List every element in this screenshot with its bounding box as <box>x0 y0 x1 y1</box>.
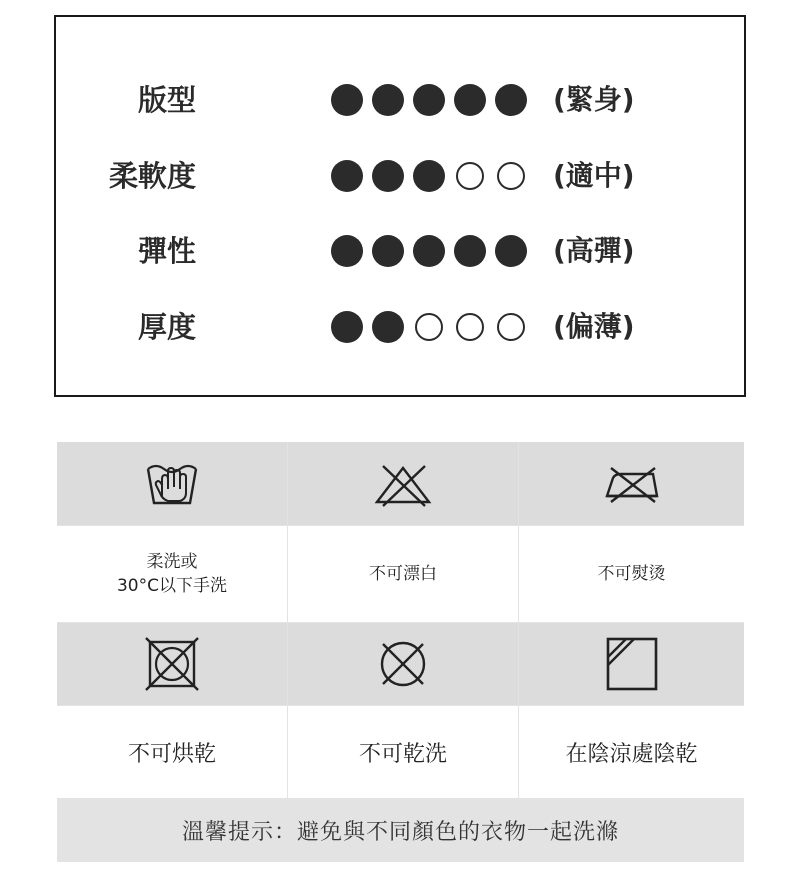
attribute-row-thickness <box>56 307 744 347</box>
rating-dot-empty-icon <box>415 313 443 341</box>
no-iron-icon <box>601 462 663 506</box>
fabric-attribute-panel <box>54 15 746 397</box>
attribute-level-text: (高彈) <box>553 234 635 267</box>
care-label-cell <box>519 706 744 798</box>
care-label: 不可乾洗 <box>358 741 447 767</box>
care-label-cell <box>519 526 744 622</box>
rating-dot-filled-icon <box>372 160 404 192</box>
rating-dot-filled-icon <box>372 84 404 116</box>
no-tumble-dry-icon <box>142 634 202 694</box>
rating-dot-filled-icon <box>454 84 486 116</box>
attribute-level-text: (緊身) <box>553 83 635 116</box>
care-label-cell <box>288 706 518 798</box>
rating-dot-empty-icon <box>456 313 484 341</box>
rating-dot-filled-icon <box>495 84 527 116</box>
care-label: 30°C以下手洗 <box>116 576 227 596</box>
rating-dot-empty-icon <box>497 162 525 190</box>
care-icon-cell <box>519 442 744 525</box>
rating-dot-empty-icon <box>497 313 525 341</box>
attribute-level-text: (偏薄) <box>553 310 635 343</box>
attribute-label: 柔軟度 <box>108 159 196 193</box>
care-label: 不可烘乾 <box>127 741 216 767</box>
attribute-row-elasticity <box>56 231 744 271</box>
care-tip: 溫馨提示：避免與不同顏色的衣物一起洗滌 <box>57 798 744 862</box>
no-dry-clean-icon <box>375 636 431 692</box>
care-label: 不可熨烫 <box>597 564 666 584</box>
care-label-cell <box>57 706 287 798</box>
rating-dot-filled-icon <box>331 235 363 267</box>
rating-dot-filled-icon <box>372 311 404 343</box>
care-icon-cell <box>519 623 744 705</box>
rating-dot-filled-icon <box>495 235 527 267</box>
rating-dot-filled-icon <box>331 311 363 343</box>
attribute-row-softness <box>56 156 744 196</box>
rating-dot-filled-icon <box>331 160 363 192</box>
care-icon-cell <box>57 623 287 705</box>
care-instructions-grid <box>57 442 744 862</box>
care-label-cell <box>57 526 287 622</box>
care-label: 在陰涼處陰乾 <box>565 741 698 767</box>
rating-dot-filled-icon <box>372 235 404 267</box>
attribute-label: 版型 <box>137 83 196 117</box>
no-bleach-icon <box>369 460 437 508</box>
care-icon-cell <box>57 442 287 525</box>
care-label-cell <box>288 526 518 622</box>
rating-dot-filled-icon <box>331 84 363 116</box>
care-label: 柔洗或 <box>146 552 198 572</box>
attribute-label: 彈性 <box>137 234 196 268</box>
rating-dot-filled-icon <box>413 84 445 116</box>
rating-dot-filled-icon <box>413 235 445 267</box>
rating-dot-filled-icon <box>454 235 486 267</box>
rating-dot-filled-icon <box>413 160 445 192</box>
attribute-row-fit <box>56 80 744 120</box>
rating-dot-empty-icon <box>456 162 484 190</box>
hand-wash-icon <box>144 459 200 509</box>
care-label: 不可漂白 <box>369 564 437 584</box>
attribute-label: 厚度 <box>137 310 196 344</box>
attribute-level-text: (適中) <box>553 159 635 192</box>
care-icon-cell <box>288 623 518 705</box>
dry-in-shade-icon <box>604 635 660 693</box>
care-icon-cell <box>288 442 518 525</box>
